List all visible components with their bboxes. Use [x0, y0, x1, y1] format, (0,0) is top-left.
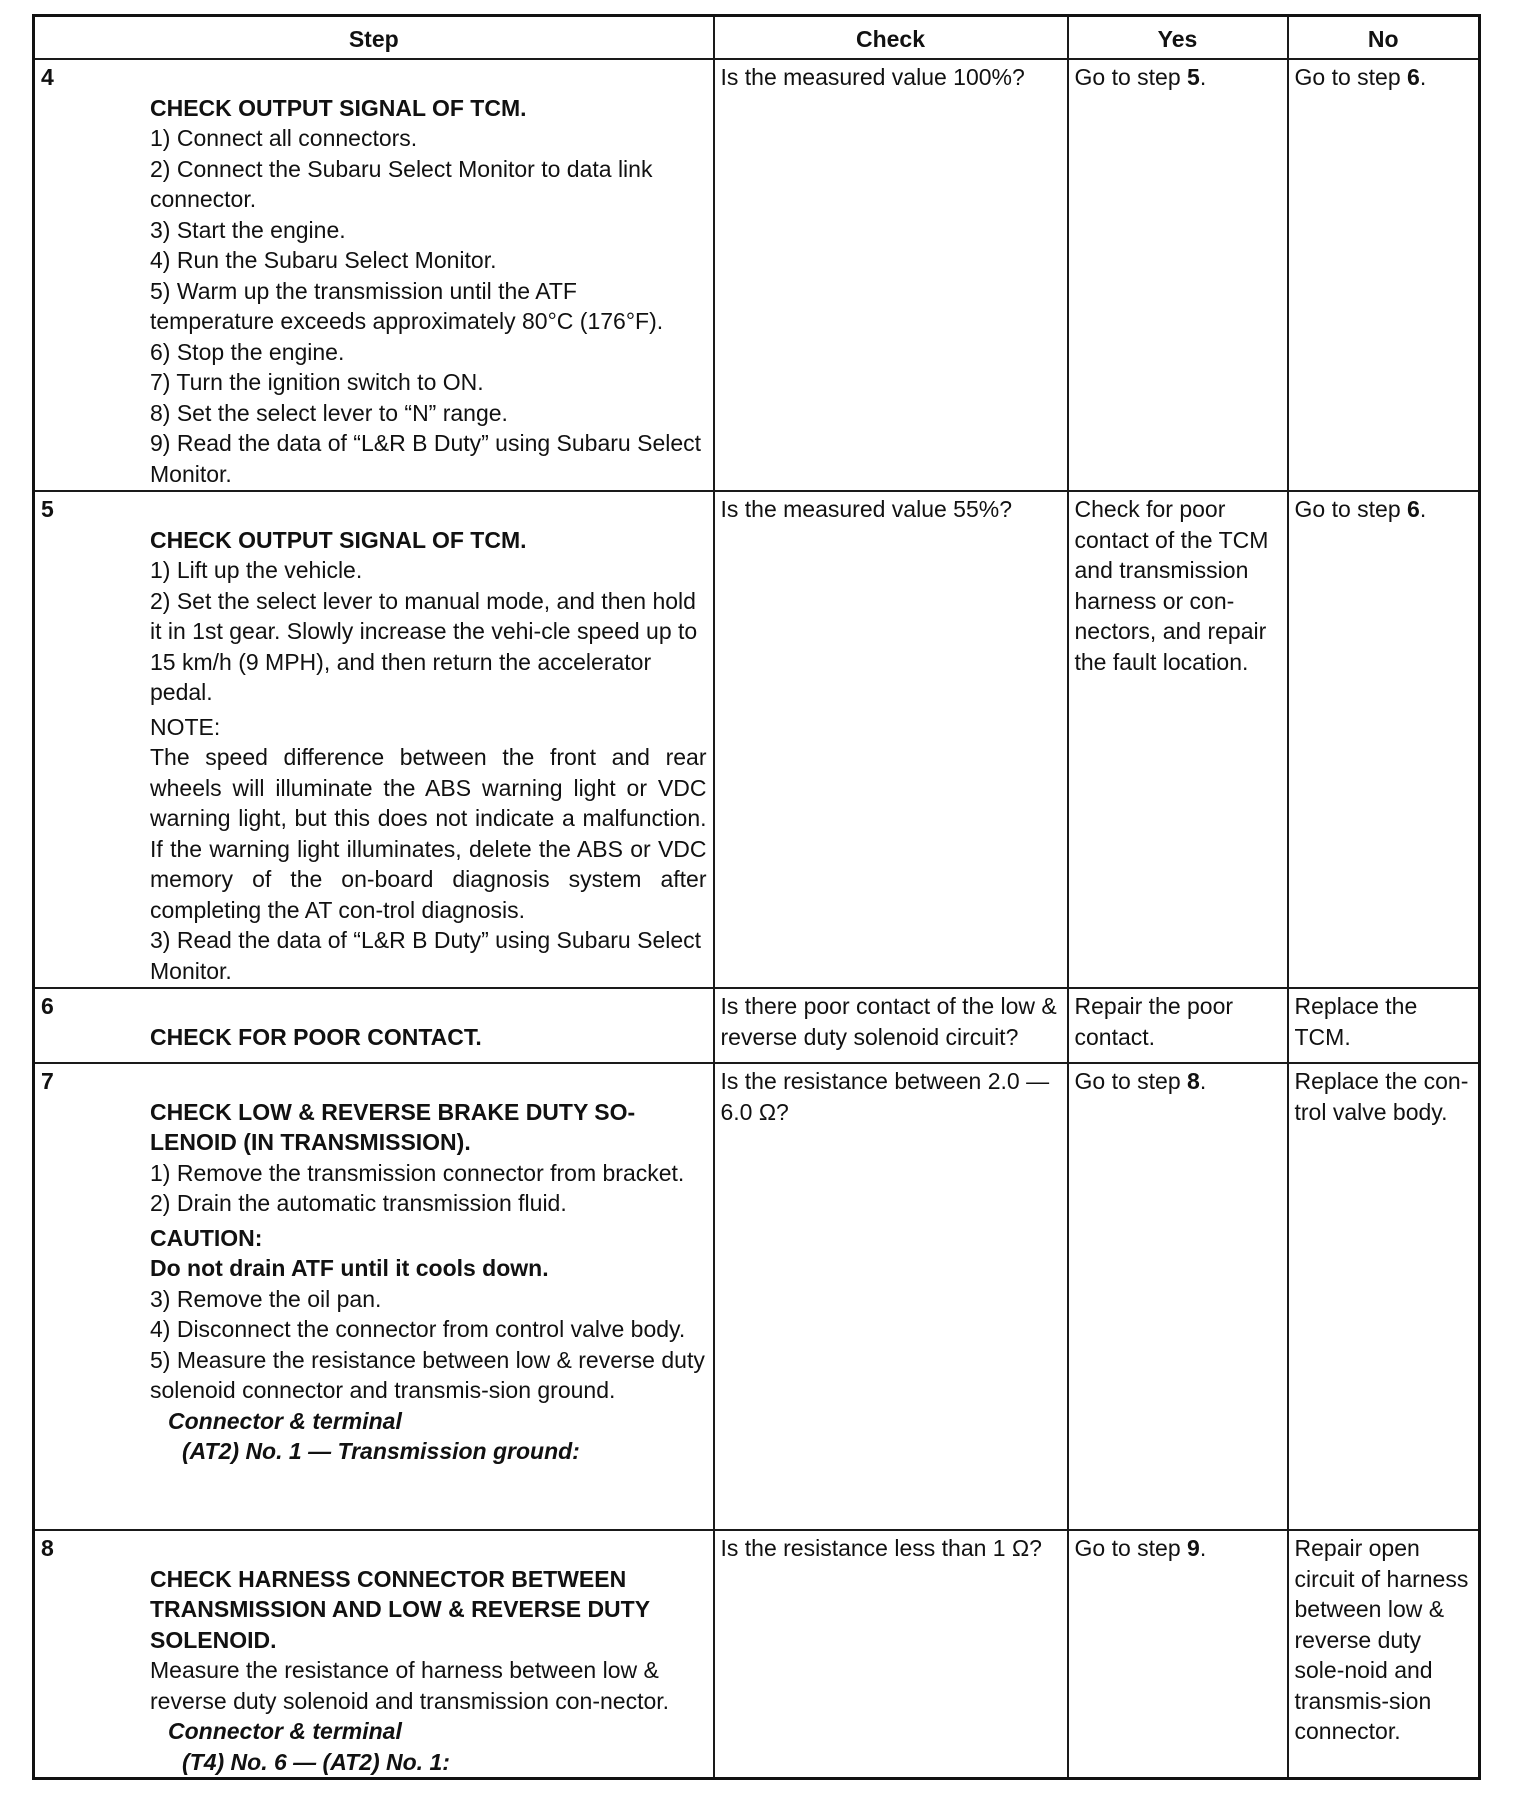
step-title: CHECK OUTPUT SIGNAL OF TCM.	[150, 526, 527, 553]
no-cell: Replace the TCM.	[1288, 988, 1480, 1063]
no-cell: Repair open circuit of harness between low & reverse duty sole-noid and transmis-sion connector.	[1288, 1530, 1480, 1779]
yes-suffix: .	[1199, 1535, 1207, 1561]
step-title: CHECK HARNESS CONNECTOR BETWEEN TRANSMISSION AND LOW & REVERSE DUTY SOLENOID.	[150, 1565, 650, 1653]
check-cell: Is the measured value 100%?	[714, 59, 1068, 491]
yes-suffix: .	[1199, 1068, 1207, 1094]
check-cell: Is there poor contact of the low & reverse duty solenoid circuit?	[714, 988, 1068, 1063]
check-cell: Is the resistance less than 1 Ω?	[714, 1530, 1068, 1779]
table-row	[34, 988, 1480, 1063]
yes-step: 5	[1187, 64, 1200, 90]
no-step: 6	[1407, 496, 1420, 522]
substep: 7) Turn the ignition switch to ON.	[150, 369, 484, 395]
no-suffix: .	[1419, 64, 1427, 90]
note-body: The speed difference between the front and rear wheels will illuminate the ABS warning light or VDC warning light, but this does not indicate a malfunction. If the warning light illuminates, delete the ABS or VDC memory of the on-board diagnosis system after completing the AT con-trol diagnosis.	[150, 744, 707, 923]
step-title: CHECK OUTPUT SIGNAL OF TCM.	[150, 94, 527, 121]
connector-terminal-label: Connector & terminal	[168, 1718, 402, 1744]
substep: 1) Lift up the vehicle.	[150, 557, 363, 583]
substep: 3) Read the data of “L&R B Duty” using Subaru Select Monitor.	[150, 927, 702, 984]
table-row	[34, 59, 1480, 491]
step-cell: 6 CHECK FOR POOR CONTACT.	[34, 988, 714, 1063]
yes-text: Go to step	[1074, 1068, 1188, 1094]
step-cell: 4 CHECK OUTPUT SIGNAL OF TCM. 1) Connect all connectors. 2) Connect the Subaru Select Monitor to data link connector. 3) Start the engine. 4) Run the Subaru Select Monitor. 5) Warm up the transmission until the ATF temperature exceeds approximately 80°C (176°F). 6) Stop the engine. 7) Turn the ignition switch to ON. 8) Set the select lever to “N” range. 9) Read the data of “L&R B Duty” using Subaru Select Monitor.	[34, 59, 714, 491]
substep: 9) Read the data of “L&R B Duty” using Subaru Select Monitor.	[150, 430, 702, 487]
check-cell: Is the resistance between 2.0 — 6.0 Ω?	[714, 1063, 1068, 1530]
yes-cell	[1068, 1063, 1288, 1530]
yes-text: Go to step	[1074, 64, 1188, 90]
substep: 2) Drain the automatic transmission fluid.	[150, 1190, 567, 1216]
yes-step: 9	[1187, 1535, 1200, 1561]
yes-suffix: .	[1199, 64, 1207, 90]
header-yes: Yes	[1068, 16, 1288, 60]
connector-terminal-value: (AT2) No. 1 — Transmission ground:	[182, 1438, 580, 1464]
no-text: Go to step	[1294, 64, 1408, 90]
header-step: Step	[34, 16, 714, 60]
yes-step: 8	[1187, 1068, 1200, 1094]
substep: 4) Disconnect the connector from control valve body.	[150, 1316, 686, 1342]
no-text: Go to step	[1294, 496, 1408, 522]
connector-terminal-label: Connector & terminal	[168, 1407, 402, 1434]
caution-body: Do not drain ATF until it cools down.	[150, 1255, 549, 1281]
step-title: CHECK LOW & REVERSE BRAKE DUTY SO-LENOID (IN TRANSMISSION).	[150, 1098, 636, 1155]
header-row	[34, 16, 1480, 60]
no-cell	[1288, 59, 1480, 491]
no-cell: Replace the con-trol valve body.	[1288, 1063, 1480, 1530]
caution-label: CAUTION:	[150, 1224, 263, 1251]
table-row	[34, 491, 1480, 988]
step-body: Measure the resistance of harness between low & reverse duty solenoid and transmission con-nector.	[150, 1657, 670, 1714]
substep: 6) Stop the engine.	[150, 338, 345, 365]
substep: 3) Remove the oil pan.	[150, 1285, 382, 1312]
substep: 2) Set the select lever to manual mode, and then hold it in 1st gear. Slowly increase the vehi-cle speed up to 15 km/h (9 MPH), and then return the accelerator pedal.	[150, 587, 698, 705]
step-cell: 8 CHECK HARNESS CONNECTOR BETWEEN TRANSMISSION AND LOW & REVERSE DUTY SOLENOID. Measure the resistance of harness between low & reverse duty solenoid and transmission con-nector. Connector & terminal (T4) No. 6 — (AT2) No. 1:	[34, 1530, 714, 1779]
no-suffix: .	[1419, 496, 1427, 522]
substep: 2) Connect the Subaru Select Monitor to data link connector.	[150, 155, 653, 212]
table-row	[34, 1063, 1480, 1530]
table-row	[34, 1530, 1480, 1779]
yes-cell	[1068, 1530, 1288, 1779]
header-check: Check	[714, 16, 1068, 60]
step-cell: 5 CHECK OUTPUT SIGNAL OF TCM. 1) Lift up the vehicle. 2) Set the select lever to manual mode, and then hold it in 1st gear. Slowly increase the vehi-cle speed up to 15 km/h (9 MPH), and then return the accelerator pedal. NOTE: The speed difference between the front and rear wheels will illuminate the ABS warning light or VDC warning light, but this does not indicate a malfunction. If the warning light illuminates, delete the ABS or VDC memory of the on-board diagnosis system after completing the AT con-trol diagnosis. 3) Read the data of “L&R B Duty” using Subaru Select Monitor.	[34, 491, 714, 988]
no-cell	[1288, 491, 1480, 988]
yes-cell: Repair the poor contact.	[1068, 988, 1288, 1063]
note-label: NOTE:	[150, 713, 221, 740]
substep: 5) Measure the resistance between low & reverse duty solenoid connector and transmis-sion ground.	[150, 1346, 705, 1403]
connector-terminal-value: (T4) No. 6 — (AT2) No. 1:	[182, 1748, 450, 1775]
substep: 4) Run the Subaru Select Monitor.	[150, 247, 497, 273]
diagnostic-table-page	[32, 14, 1478, 1780]
substep: 3) Start the engine.	[150, 216, 346, 243]
check-cell: Is the measured value 55%?	[714, 491, 1068, 988]
step-cell: 7 CHECK LOW & REVERSE BRAKE DUTY SO-LENOID (IN TRANSMISSION). 1) Remove the transmission connector from bracket. 2) Drain the automatic transmission fluid. CAUTION: Do not drain ATF until it cools down. 3) Remove the oil pan. 4) Disconnect the connector from control valve body. 5) Measure the resistance between low & reverse duty solenoid connector and transmis-sion ground. Connector & terminal (AT2) No. 1 — Transmission ground:	[34, 1063, 714, 1530]
header-no: No	[1288, 16, 1480, 60]
substep: 5) Warm up the transmission until the ATF temperature exceeds approximately 80°C (176°F).	[150, 277, 664, 334]
substep: 1) Remove the transmission connector from bracket.	[150, 1159, 685, 1186]
diagnostic-table	[32, 14, 1481, 1780]
substep: 8) Set the select lever to “N” range.	[150, 399, 508, 426]
yes-cell	[1068, 59, 1288, 491]
substep: 1) Connect all connectors.	[150, 125, 418, 151]
yes-text: Go to step	[1074, 1535, 1188, 1561]
yes-cell: Check for poor contact of the TCM and transmission harness or con-nectors, and repair the fault location.	[1068, 491, 1288, 988]
no-step: 6	[1407, 64, 1420, 90]
step-title: CHECK FOR POOR CONTACT.	[150, 1023, 482, 1050]
